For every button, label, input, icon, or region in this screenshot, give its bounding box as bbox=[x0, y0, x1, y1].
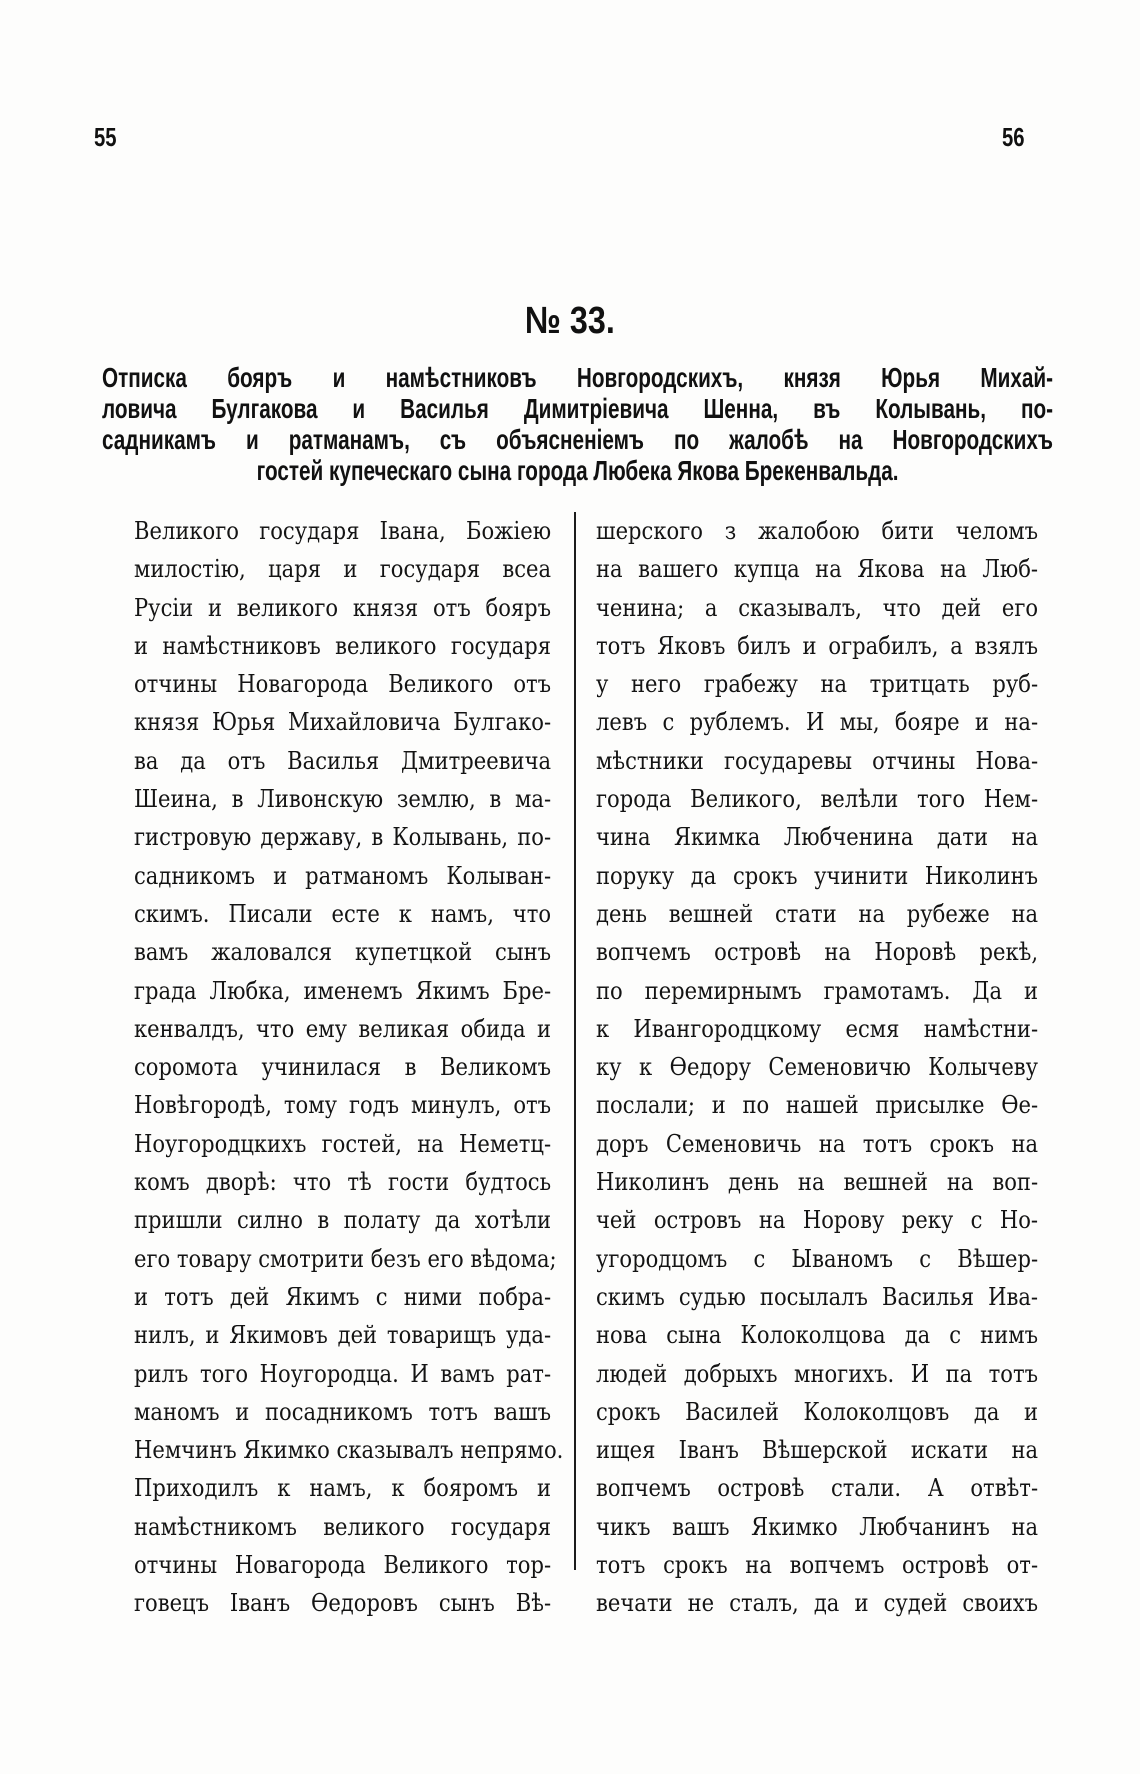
text-line: ва да отъ Василья Дмитреевича bbox=[134, 745, 552, 775]
text-line: соромота учинилася в Великомъ bbox=[134, 1052, 552, 1082]
text-line: Русіи и великого князя отъ бояръ bbox=[134, 592, 552, 622]
text-line: его товару смотрити безъ его вѣдома; bbox=[134, 1243, 557, 1273]
text-line: вопчемъ островѣ стали. А отвѣт- bbox=[596, 1473, 1039, 1503]
text-line: левъ с рублемъ. И мы, бояре и на- bbox=[596, 707, 1039, 737]
text-line: по перемирнымъ грамотамъ. Да и bbox=[596, 975, 1039, 1005]
text-line: угородцомъ с Ываномъ с Вѣшер- bbox=[596, 1243, 1039, 1273]
text-line: скимъ судью посылалъ Василья Ива- bbox=[596, 1281, 1039, 1311]
text-line: и намѣстниковъ великого государя bbox=[134, 630, 552, 660]
text-line: к Ивангородцкому есмя намѣстни- bbox=[596, 1013, 1039, 1043]
text-line: гистровую державу, в Колывань, по- bbox=[134, 822, 552, 852]
text-line: поруку да срокъ учинити Николинъ bbox=[596, 860, 1039, 890]
text-line: послали; и по нашей присылке Өе- bbox=[596, 1090, 1039, 1120]
title-line: Отписка бояръ и намѣстниковъ Новгородскихъ, князя Юрья Михай- bbox=[102, 362, 1054, 393]
text-line: рилъ того Ноугородца. И вамъ рат- bbox=[134, 1358, 552, 1388]
document-title bbox=[102, 362, 1054, 486]
text-line: тотъ срокъ на вопчемъ островѣ от- bbox=[596, 1550, 1039, 1580]
text-line: на вашего купца на Якова на Люб- bbox=[596, 554, 1039, 584]
text-line: скимъ. Писали есте к намъ, что bbox=[134, 898, 552, 928]
text-line: у него грабежу на тритцать руб- bbox=[596, 669, 1039, 699]
text-column-right bbox=[596, 512, 1038, 1623]
text-line: садникомъ и ратманомъ Колыван- bbox=[134, 860, 552, 890]
title-line: гостей купеческаго сына города Любека Якова Брекенвальда. bbox=[257, 455, 899, 486]
text-line: Приходилъ к намъ, к бояромъ и bbox=[134, 1473, 552, 1503]
text-line: людей добрыхъ многихъ. И па тотъ bbox=[596, 1358, 1039, 1388]
text-line: день вешней стати на рубеже на bbox=[596, 898, 1039, 928]
text-line: вопчемъ островѣ на Норовѣ рекѣ, bbox=[596, 937, 1039, 967]
text-line: нилъ, и Якимовъ дей товарищъ уда- bbox=[134, 1320, 552, 1350]
text-line: Великого государя Івана, Божіею bbox=[134, 516, 552, 545]
text-line: вечати не сталъ, да и судей своихъ bbox=[596, 1588, 1039, 1618]
text-line: и тотъ дей Якимъ с ними побра- bbox=[134, 1281, 552, 1311]
text-line: маномъ и посадникомъ тотъ вашъ bbox=[134, 1396, 552, 1426]
text-line: говецъ Іванъ Өедоровъ сынъ Вѣ- bbox=[134, 1588, 552, 1618]
text-line: ищея Іванъ Вѣшерской искати на bbox=[596, 1435, 1039, 1465]
text-line: нова сына Колоколцова да с нимъ bbox=[596, 1320, 1039, 1350]
text-line: града Любка, именемъ Якимъ Бре- bbox=[134, 975, 552, 1005]
text-line: города Великого, велѣли того Нем- bbox=[596, 784, 1039, 814]
text-line: отчины Новагорода Великого тор- bbox=[134, 1550, 552, 1580]
title-line: ловича Булгакова и Василья Димитріевича Шенна, въ Колывань, по- bbox=[102, 393, 1054, 424]
text-line: тотъ Яковъ билъ и ограбилъ, а взялъ bbox=[596, 630, 1039, 660]
text-column-left bbox=[134, 512, 564, 1623]
text-line: мѣстники государевы отчины Нова- bbox=[596, 745, 1039, 775]
text-line: комъ дворѣ: что тѣ гости будтось bbox=[134, 1167, 552, 1197]
text-line: срокъ Василей Колоколцовъ да и bbox=[596, 1396, 1039, 1426]
text-line: кенвалдъ, что ему великая обида и bbox=[134, 1013, 552, 1043]
title-line: садникамъ и ратманамъ, съ объясненіемъ по жалобѣ на Новгородскихъ bbox=[102, 424, 1054, 455]
text-line: чикъ вашъ Якимко Любчанинъ на bbox=[596, 1511, 1039, 1541]
text-line: милостію, царя и государя всеа bbox=[134, 554, 552, 584]
text-line: доръ Семеновичь на тотъ срокъ на bbox=[596, 1128, 1039, 1158]
text-line: Шеина, в Ливонскую землю, в ма- bbox=[134, 784, 552, 814]
text-line: ченина; а сказывалъ, что дей его bbox=[596, 592, 1039, 622]
text-line: Новѣгородѣ, тому годъ минулъ, отъ bbox=[134, 1090, 552, 1120]
document-number-label: № 33. bbox=[525, 300, 615, 342]
text-line: чей островъ на Норову реку с Но- bbox=[596, 1205, 1039, 1235]
text-line: чина Якимка Любченина дати на bbox=[596, 822, 1039, 852]
document-number bbox=[0, 300, 1140, 343]
page-number-left: 55 bbox=[94, 122, 117, 152]
column-divider bbox=[574, 512, 576, 1570]
text-line: Немчинъ Якимко сказывалъ непрямо. bbox=[134, 1435, 564, 1465]
text-line: шерского з жалобою бити челомъ bbox=[596, 516, 1039, 545]
text-line: намѣстникомъ великого государя bbox=[134, 1511, 552, 1541]
page-number-right: 56 bbox=[1002, 122, 1025, 152]
text-line: отчины Новагорода Великого отъ bbox=[134, 669, 552, 699]
text-line: Николинъ день на вешней на воп- bbox=[596, 1167, 1039, 1197]
text-line: Ноугородцкихъ гостей, на Неметц- bbox=[134, 1128, 552, 1158]
text-line: пришли силно в полату да хотѣли bbox=[134, 1205, 552, 1235]
text-line: князя Юрья Михайловича Булгако- bbox=[134, 707, 552, 737]
text-line: ку к Өедору Семеновичю Колычеву bbox=[596, 1052, 1039, 1082]
text-line: вамъ жаловался купетцкой сынъ bbox=[134, 937, 552, 967]
